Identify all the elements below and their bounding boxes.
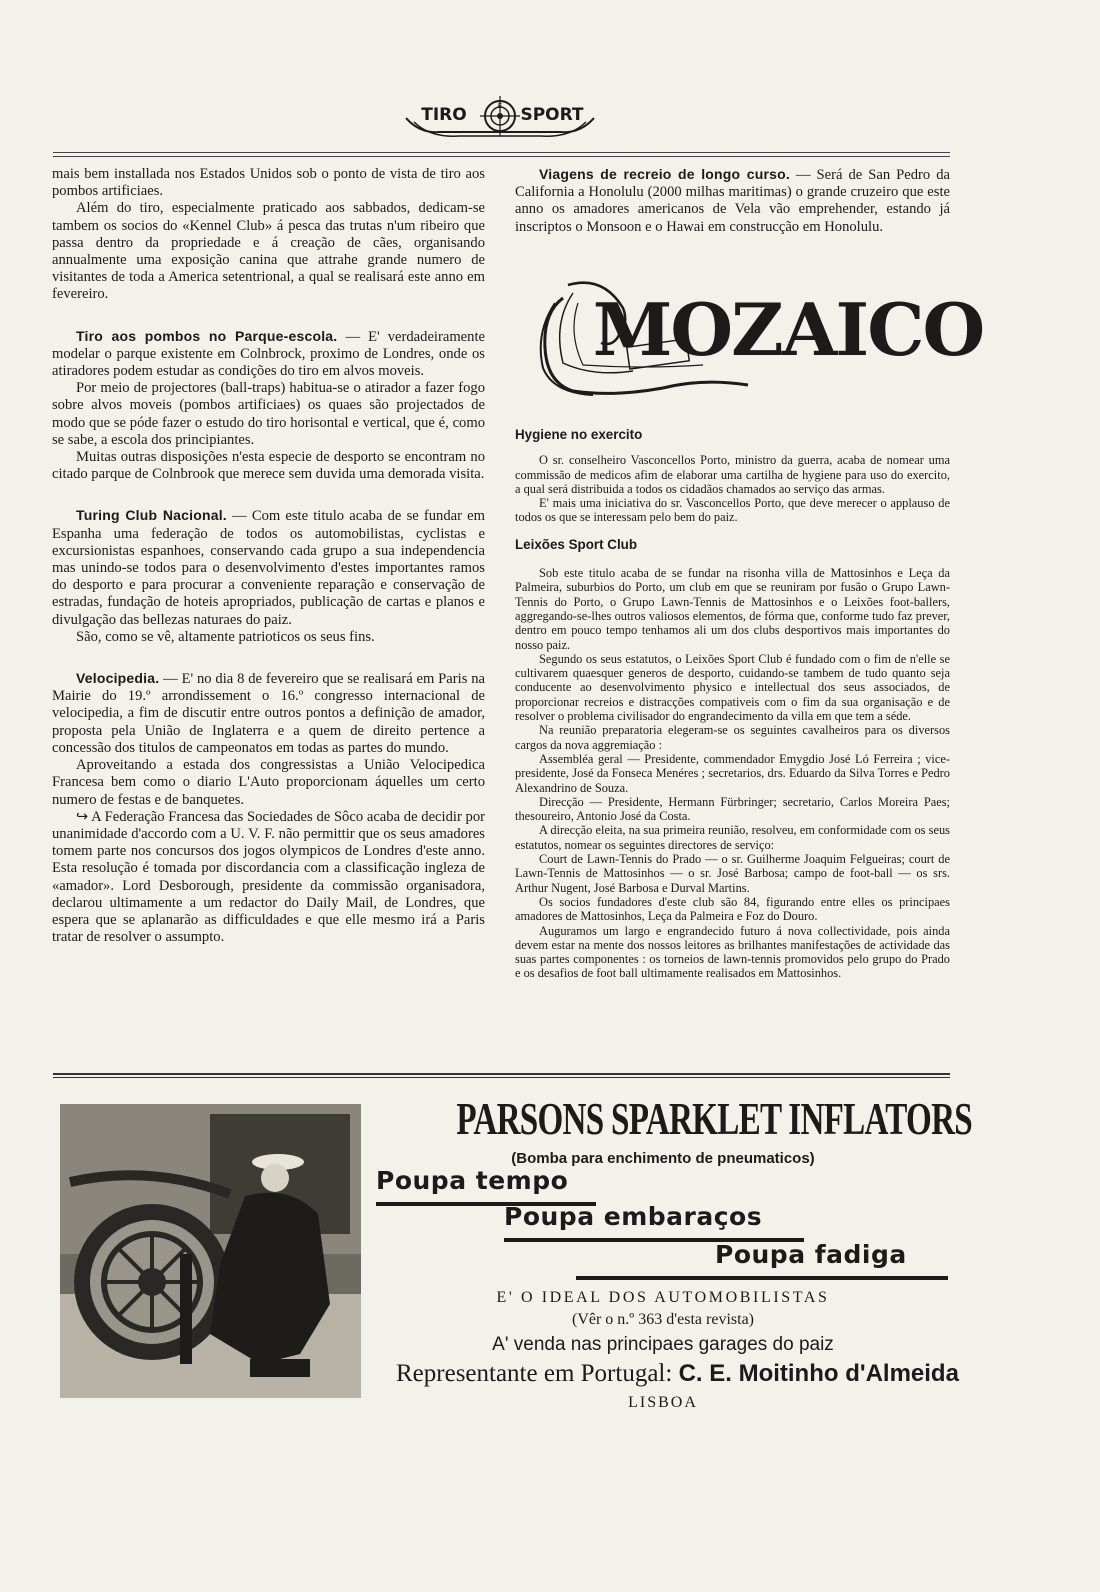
advert-divider-rule [53,1073,950,1078]
viagens-article [515,166,950,236]
masthead-logo [400,92,600,140]
advert-ideal: E' O IDEAL DOS AUTOMOBILISTAS [496,1289,830,1306]
representative-name: C. E. Moitinho d'Almeida [678,1360,959,1387]
intro-paragraph-2: Além do tiro, especialmente praticado aos sabbados, dedicam-se tambem os socios do «Kennel Club» á pesca das trutas n'um ribeiro que passa dentro da propriedade e á creação de cães, organisando annualmente uma exposição canina que attrahe grande numero de visitantes de toda a America setentrional, a qual se realisará este anno em fevereiro. [52,200,485,303]
leixoes-paragraph-9: Auguramos um largo e engrandecido futuro á nova collectividade, pois ainda devem estar na mente dos nossos leitores as brilhantes manifestações de actividade das suas partes componentes : os torneios de lawn-tennis promovidos pelo grupo do Prado e os desafios de foot ball ultimamente realisados em Mattosinhos. [515,923,950,981]
leixoes-paragraph-5: Direcção — Presidente, Hermann Fürbringer; secretario, Carlos Moreira Paes; thesoureiro, Antonio José da Costa. [515,794,950,824]
leixoes-paragraph-6: A direcção eleita, na sua primeira reunião, resolveu, em conformidade com os seus estatutos, nomear os seguintes directores de serviço: [515,823,950,852]
left-column [52,166,485,946]
turing-lead: — Com este titulo acaba de se fundar em Espanha uma federação de todos os automobilistas, cyclistas e excursionistas espanhoes, conservando cada grupo a sua independencia mas unindo-se todos para o desenvolvimento d'estes importantes ramos do desporto e para procurar a conveniente reparação e conservação de estradas, fundação de hoteis apropriados, publicação de cartas e planos e divulgação das bellezas naturaes do paiz. [52,508,485,628]
leixoes-paragraph-1: Sob este titulo acaba de se fundar na risonha villa de Mattosinhos e Leça da Palmeira, suburbios do Porto, um club em que se reuniram por fusão o Grupo Lawn-Tennis do Porto, o Grupo Lawn-Tennis de Mattosinhos e o Leixões foot-ballers, aggregando-se-lhes outros valiosos elementos, de fórma que, conforme tudo faz prever, dentro em pouco tempo tenhamos ali um dos clubs desportivos mais importantes do nosso paiz. [515,566,950,652]
representative-label: Representante em Portugal: [396,1360,679,1387]
tiro-paragraph-2: Por meio de projectores (ball-traps) habitua-se o atirador a fazer fogo sobre alvos moveis (pombos artificiaes) os quaes são projectados de modo que se póde fazer o estudo do tiro horisontal e vertical, que é, como se sabe, a escola dos principiantes. [52,380,485,448]
intro-paragraph-1: mais bem installada nos Estados Unidos sob o ponto de vista de tiro aos pombos artificiaes. [52,166,485,200]
slogan-poupa-tempo: Poupa tempo [376,1166,569,1195]
header-rule [53,152,950,157]
slogan-poupa-embaracos: Poupa embaraços [504,1202,763,1231]
leixoes-paragraph-7: Court de Lawn-Tennis do Prado — o sr. Guilherme Joaquim Felgueiras; court de Lawn-Tennis de Mattosinhos — o sr. José Barbosa; campo de foot-ball — os srs. Arthur Nugent, José Barbosa e Durval Martins. [515,852,950,895]
hygiene-paragraph-1: O sr. conselheiro Vasconcellos Porto, ministro da guerra, acaba de nomear uma commissão de medicos afim de elaborar uma cartilha de hygiene para uso do exercito, a qual será distribuida a todos os cidadãos chamados ao serviço das armas. [515,453,950,496]
slogan-poupa-fadiga: Poupa fadiga [715,1240,907,1269]
leixoes-paragraph-8: Os socios fundadores d'este club são 84, figurando entre elles os principaes amadores de Mattosinhos, Leça da Palmeira e Foz do Douro. [515,894,950,924]
tiro-paragraph-3: Muitas outras disposições n'esta especie de desporto se encontram no citado parque de Colnbrook que merece sem duvida uma demorada visita. [52,449,485,483]
velocipedia-lead: — E' no dia 8 de fevereiro que se realisará em Paris na Mairie do 19.º arrondissement o 16.º congresso internacional de velocipedia, a fim de discutir entre outros pontos a definição de amador, proposta pela União de Inglaterra e a quem de direito pertence a concessão dos titulos de campeonatos em todas as partes do mundo. [52,671,485,756]
advert-title: PARSONS SPARKLET INFLATORS [456,1093,972,1144]
velocipedia-paragraph-2: Aproveitando a estada dos congressistas a União Velocipedica Francesa bem como o diario L'Auto proporcionam áquelles um certo numero de festas e de banquetes. [52,757,485,808]
velocipedia-heading: Velocipedia. [76,670,160,687]
turing-article [52,507,485,628]
advert [376,1092,972,1422]
svg-text:TIRO: TIRO [421,105,467,125]
tiro-heading: Tiro aos pombos no Parque-escola. [76,327,338,344]
svg-text:E: E [497,102,503,110]
hygiene-paragraph-2: E' mais uma iniciativa do sr. Vasconcellos Porto, que deve merecer o applauso de todos os que se interessam pelo bem do paiz. [515,496,950,525]
leixoes-paragraph-3: Na reunião preparatoria elegeram-se os seguintes cavalheiros para os diversos cargos da nova aggremiação : [515,723,950,752]
advert-city: LISBOA [628,1394,698,1411]
mozaico-title-illustration [533,273,984,398]
advert-photo [60,1104,361,1398]
leixoes-heading: Leixões Sport Club [515,536,638,552]
velocipedia-article [52,670,485,757]
viagens-heading: Viagens de recreio de longo curso. [539,166,790,182]
mozaico-title: MOZAICO [592,287,984,372]
turing-heading: Turing Club Nacional. [76,507,227,524]
advert-sale-note: A' venda nas principaes garages do paiz [492,1334,834,1355]
right-column-top [515,166,950,236]
velocipedia-paragraph-3: ↪ A Federação Francesa das Sociedades de Sôco acaba de decidir por unanimidade d'accordo com a U. V. F. não permittir que os seus amadores tomem parte nos concursos dos jogos olympicos de Londres d'este anno. Esta resolução é tomada por discordancia com a classificação ingleza de «amador». Lord Desborough, presidente da commissão organisadora, declarou ultimamente a um redactor do Daily Mail, de Londres, que espera que se aplanarão as difficuldades e que elle mesmo irá a Paris tratar de resolver o assumpto. [52,808,485,946]
leixoes-paragraph-4: Assembléa geral — Presidente, commendador Emygdio José Ló Ferreira ; vice-presidente, José da Fonseca Menéres ; secretarios, drs. Eduardo da Silva Torres e Pedro Alexandrino de Souza. [515,751,950,795]
advert-representative [396,1360,959,1388]
advert-subtitle: (Bomba para enchimento de pneumaticos) [511,1150,815,1167]
viagens-lead: — Será de San Pedro da California a Honolulu (2000 milhas maritimas) o grande cruzeiro que este anno os amadores americanos de Vela vão emprehender, estando já inscriptos o Monsoon e o Hawai em construcção em Honolulu. [515,167,950,235]
tiro-article [52,328,485,381]
svg-text:SPORT: SPORT [520,105,584,125]
slogan-underline-3 [576,1276,948,1280]
tiro-lead: — E' verdadeiramente modelar o parque existente em Colnbrock, proximo de Londres, onde os atiradores podem estudar as condições do tiro em alvos moveis. [52,328,485,380]
leixoes-paragraph-2: Segundo os seus estatutos, o Leixões Sport Club é fundado com o fim de n'elle se cultivarem quaesquer generos de desporto, cuidando-se tambem de tudo quanto seja conducente ao desenvolvimento physico e intellectual dos seus associados, de proporcionar recreios e distracções compativeis com o fim da sua organisação e de resolver o problema civilisador do engrandecimento da villa em que tem a séde. [515,651,950,724]
hygiene-heading: Hygiene no exercito [515,427,643,442]
turing-paragraph-2: São, como se vê, altamente patrioticos os seus fins. [76,628,375,645]
right-column-bottom [515,428,950,981]
advert-reference: (Vêr o n.º 363 d'esta revista) [571,1311,754,1328]
